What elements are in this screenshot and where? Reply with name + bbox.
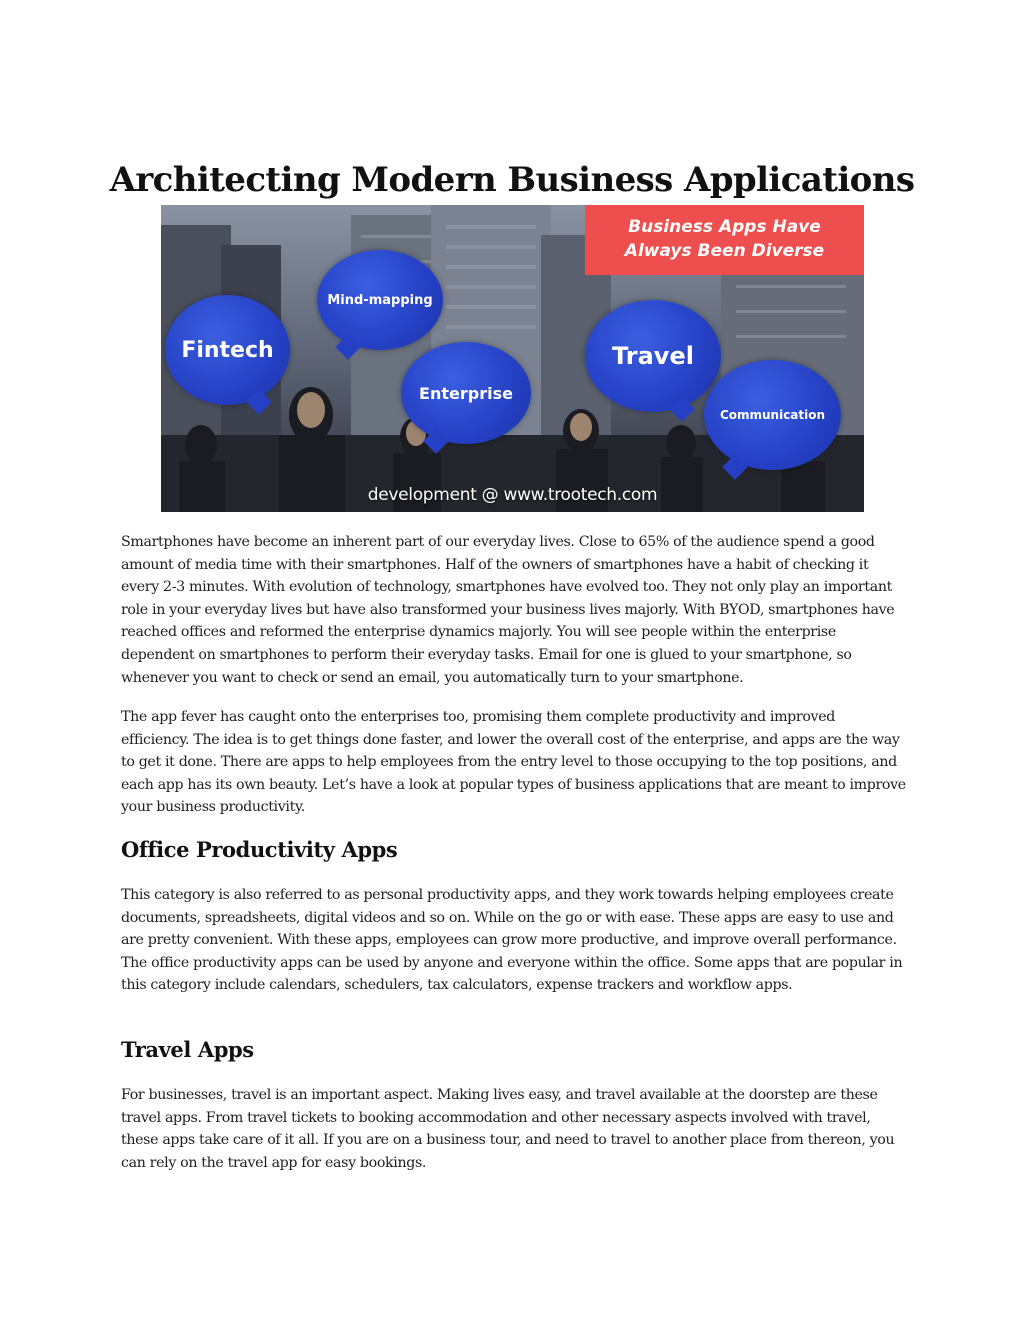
- bubble-travel: Travel: [585, 300, 721, 412]
- travel-apps-paragraph: For businesses, travel is an important aspect. Making lives easy, and travel available at the doorstep are these travel apps. From travel tickets to booking accommodation and other necessary aspects involved with travel, these apps take care of it all. If you are on a business tour, and need to travel to another place from thereon, you can rely on the travel app for easy bookings.: [121, 1087, 895, 1171]
- bubble-fintech: Fintech: [165, 295, 290, 405]
- bubble-communication: Communication: [704, 360, 841, 470]
- office-productivity-paragraph: This category is also referred to as personal productivity apps, and they work towards helping employees create documents, spreadsheets, digital videos and so on. While on the go or with ease. These apps are easy to use and are pretty convenient. With these apps, employees can grow more productive, and improve overall performance. The office productivity apps can be used by anyone and everyone within the office. Some apps that are popular in this category include calendars, schedulers, tax calculators, expense trackers and workflow apps.: [121, 887, 903, 994]
- office-productivity-heading: Office Productivity Apps: [121, 837, 398, 862]
- travel-apps-heading: Travel Apps: [121, 1037, 254, 1062]
- intro-paragraph: Smartphones have become an inherent part of our everyday lives. Close to 65% of the audience spend a good amount of media time with their smartphones. Half of the owners of smartphones have a habit of checking it every 2-3 minutes. With evolution of technology, smartphones have evolved too. They not only play an important role in your everyday lives but have also transformed your business lives majorly. With BYOD, smartphones have reached offices and reformed the enterprise dynamics majorly. You will see people within the enterprise dependent on smartphones to perform their everyday tasks. Email for one is glued to your smartphone, so whenever you want to check or send an email, you automatically turn to your smartphone.: [121, 534, 895, 686]
- banner-line-1: Business Apps Have: [628, 217, 821, 237]
- bubble-mind-mapping: Mind-mapping: [317, 250, 443, 350]
- document-title: Architecting Modern Business Applications: [109, 160, 915, 200]
- banner-line-2: Always Been Diverse: [624, 241, 825, 261]
- hero-banner: [585, 205, 864, 275]
- bubble-enterprise: Enterprise: [401, 342, 531, 444]
- hero-footer-credit: development @ www.trootech.com: [367, 485, 658, 505]
- hero-image: [161, 205, 864, 512]
- app-fever-paragraph: The app fever has caught onto the enterprises too, promising them complete productivity and improved efficiency. The idea is to get things done faster, and lower the overall cost of the enterprise, and apps are the way to get it done. There are apps to help employees from the entry level to those occupying to the top positions, and each app has its own beauty. Let’s have a look at popular types of business applications that are meant to improve your business productivity.: [121, 709, 906, 816]
